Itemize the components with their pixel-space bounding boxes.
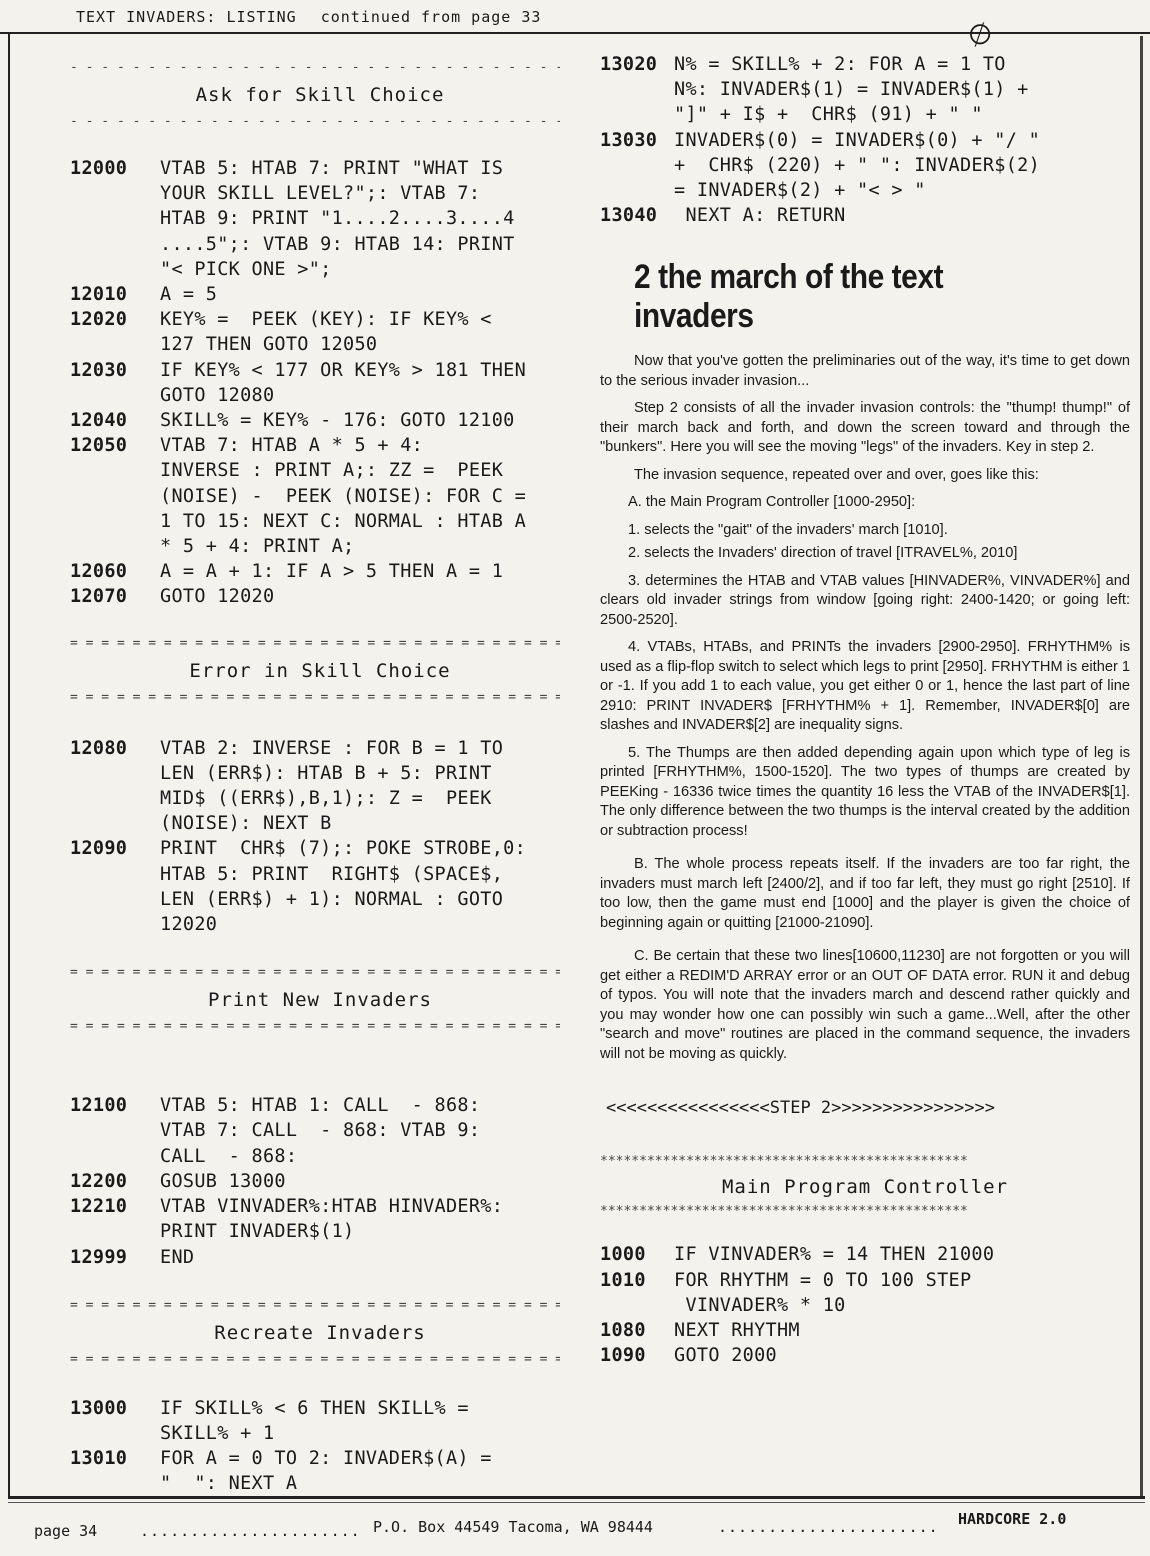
code-text: FOR RHYTHM = 0 TO 100 STEP VINVADER% * 10 [674, 1269, 972, 1316]
page-footer [30, 1510, 1090, 1540]
code-text: END [160, 1246, 195, 1268]
code-text: IF VINVADER% = 14 THEN 21000 [674, 1244, 995, 1266]
line-number: 13010 [70, 1448, 128, 1470]
paragraph: 5. The Thumps are then added depending again upon which type of leg is printed [FRHYTHM%, 1500-1520]. The two types of thumps are created by PEEKing - 16336 twice times the quantity 16 less the VTAB of the INVADER$[1]. The only difference between the two thumps is the interval created by the addition or subtraction process! [600, 744, 1130, 839]
code-text: INVADER$(0) = INVADER$(0) + "/ " + CHR$ (220) + " ": INVADER$(2) = INVADER$(2) + "< > " [674, 129, 1041, 202]
code-text: A = A + 1: IF A > 5 THEN A = 1 [160, 561, 504, 583]
paragraph: Now that you've gotten the preliminaries out of the way, it's time to get down to the serious invader invasion... [600, 353, 1130, 389]
line-number: 1080 [600, 1320, 646, 1342]
section-heading: Ask for Skill Choice [195, 84, 445, 106]
magazine-name: HARDCORE 2.0 [958, 1510, 1067, 1528]
footer-leader-dots: ...................... [718, 1518, 939, 1536]
paragraph: A. the Main Program Controller [1000-2950]: [628, 494, 916, 511]
left-frame-rule [8, 32, 10, 1497]
line-number: 12050 [70, 435, 128, 457]
paragraph: 4. VTABs, HTABs, and PRINTs the invaders [2900-2950]. FRHYTHM% is used as a flip-flop switch to select which legs to print [2950]. FRHYTHM is either 1 or -1. If you add 1 to each value, you get either 0 or 1, hence the last part of line 2910: PRINT INVADER$ [FRHYTHM% + 1]. Remember, INVADER$[0] are slashes and INVADER$[2] are inequality signs. [600, 639, 1130, 734]
code-line [70, 408, 570, 433]
separator [70, 690, 560, 706]
step-banner: <<<<<<<<<<<<<<<<STEP 2>>>>>>>>>>>>>>>> [606, 1098, 995, 1119]
code-text: VTAB 5: HTAB 1: CALL - 868: VTAB 7: CALL - 868: VTAB 9: CALL - 868: [160, 1095, 481, 1167]
code-text: NEXT A: RETURN [674, 205, 846, 227]
line-number: 12070 [70, 586, 128, 608]
line-number: 12020 [70, 309, 128, 331]
code-line [70, 1446, 570, 1496]
paragraph: 3. determines the HTAB and VTAB values [HINVADER%, VINVADER%] and clears old invader strings from window [going right: 2400-1420; or going left: 2500-2520]. [600, 572, 1130, 628]
code-line [70, 282, 570, 307]
separator [70, 965, 560, 981]
footer-rule [8, 1496, 1145, 1499]
code-line [70, 836, 570, 937]
code-text: VTAB 2: INVERSE : FOR B = 1 TO LEN (ERR$): HTAB B + 5: PRINT MID$ ((ERR$),B,1);: Z = PEEK (NOISE): NEXT B [160, 737, 504, 835]
line-number: 12999 [70, 1246, 128, 1268]
code-line [600, 1268, 1130, 1318]
footer-leader-dots: ...................... [140, 1522, 361, 1540]
separator [70, 636, 560, 652]
line-number: 12080 [70, 737, 128, 759]
separator [600, 1204, 1090, 1220]
section-heading: Recreate Invaders [214, 1321, 426, 1344]
code-line [70, 584, 570, 609]
section-heading: Main Program Controller [721, 1176, 1009, 1199]
code-text: PRINT CHR$ (7);: POKE STROBE,0: HTAB 5: PRINT RIGHT$ (SPACE$, LEN (ERR$) + 1): NORMAL : GOTO 12020 [160, 838, 527, 936]
code-text: KEY% = PEEK (KEY): IF KEY% < 127 THEN GOTO 12050 [160, 309, 492, 356]
code-text: VTAB 5: HTAB 7: PRINT "WHAT IS YOUR SKILL LEVEL?";: VTAB 7: HTAB 9: PRINT "1....2....3....4 ....5";: VTAB 9: HTAB 14: PRINT "< PICK ONE >"; [160, 158, 515, 280]
separator [70, 1352, 560, 1368]
line-number: 12100 [70, 1095, 128, 1117]
line-number: 12060 [70, 561, 128, 583]
continued-note: continued from page 33 [320, 8, 542, 26]
left-column [70, 60, 570, 1497]
separator [70, 60, 560, 76]
code-block [70, 1093, 570, 1269]
paragraph: 1. selects the "gait" of the invaders' march [1010]. [628, 521, 948, 538]
section-heading: Print New Invaders [208, 989, 432, 1012]
paragraph: Step 2 consists of all the invader invasion controls: the "thump! thump!" of their march back and forth, and down the screen toward and through the "bunkers". Here you will see the moving "legs" of the invaders. Key in step 2. [600, 400, 1130, 456]
code-text: VTAB VINVADER%:HTAB HINVADER%: PRINT INVADER$(1) [160, 1196, 504, 1243]
line-number: 12010 [70, 284, 128, 306]
code-text: N% = SKILL% + 2: FOR A = 1 TO N%: INVADER$(1) = INVADER$(1) + "]" + I$ + CHR$ (91) + " " [674, 54, 1029, 126]
line-number: 13020 [600, 54, 658, 75]
publisher-address: P.O. Box 44549 Tacoma, WA 98444 [373, 1518, 653, 1536]
code-line [70, 1169, 570, 1194]
line-number: 1090 [600, 1345, 646, 1367]
paragraph: The invasion sequence, repeated over and over, goes like this: [634, 466, 1039, 483]
right-frame-rule [1140, 36, 1143, 1496]
code-line [70, 358, 570, 408]
separator [70, 1298, 560, 1314]
paragraph: B. The whole process repeats itself. If the invaders are too far right, the invaders must march left [2400/2], and if too far left, they must go right [2510]. If too low, then the game must end [1000] and the player is given the choice of beginning again or quitting [21000-21090]. [600, 856, 1130, 931]
code-text: IF KEY% < 177 OR KEY% > 181 THEN GOTO 12080 [160, 359, 527, 406]
code-line [70, 307, 570, 357]
footer-rule-thin [8, 1502, 1145, 1503]
code-line [70, 156, 570, 282]
code-text: NEXT RHYTHM [674, 1320, 800, 1342]
code-line [70, 1245, 570, 1270]
separator [70, 114, 560, 130]
code-line [70, 1194, 570, 1244]
code-block [70, 156, 570, 610]
line-number: 13040 [600, 205, 658, 227]
paragraph: C. Be certain that these two lines[10600,11230] are not forgotten or you will get either a REDIM'D ARRAY error or an OUT OF DATA error. RUN it and debug of typos. You will note that the invaders march and descend rather quickly and you may wonder how one can possibly win such a game...Well, after the other "search and move" routines are placed in the command sequence, the invaders will not be moving as quickly. [600, 948, 1130, 1062]
separator [70, 1019, 560, 1035]
line-number: 12210 [70, 1196, 128, 1218]
line-number: 12000 [70, 158, 128, 179]
line-number: 12030 [70, 359, 128, 381]
code-line [70, 559, 570, 584]
code-block [600, 52, 1130, 228]
line-number: 1000 [600, 1244, 646, 1266]
code-text: A = 5 [160, 284, 218, 306]
code-text: GOSUB 13000 [160, 1170, 286, 1192]
code-line [600, 128, 1130, 204]
code-text: GOTO 12020 [160, 586, 275, 608]
code-line [600, 52, 1130, 128]
code-block [70, 736, 570, 938]
running-title: TEXT INVADERS: LISTING [76, 8, 297, 26]
code-line [70, 736, 570, 837]
code-block [70, 1396, 570, 1497]
code-text: VTAB 7: HTAB A * 5 + 4: INVERSE : PRINT A;: ZZ = PEEK (NOISE) - PEEK (NOISE): FOR C = 1 TO 15: NEXT C: NORMAL : HTAB A * 5 + 4: PRINT A; [160, 435, 527, 558]
code-line [600, 1343, 1130, 1368]
paragraph: 2. selects the Invaders' direction of travel [ITRAVEL%, 2010] [628, 545, 1018, 562]
code-line [70, 1093, 570, 1169]
code-text: IF SKILL% < 6 THEN SKILL% = SKILL% + 1 [160, 1397, 469, 1444]
code-line [600, 1242, 1130, 1267]
line-number: 12090 [70, 838, 128, 860]
code-line [70, 433, 570, 559]
code-block [600, 1242, 1130, 1368]
code-text: SKILL% = KEY% - 176: GOTO 12100 [160, 410, 515, 432]
code-text: GOTO 2000 [674, 1345, 777, 1367]
running-header [70, 8, 547, 26]
line-number: 12040 [70, 410, 128, 432]
section-heading: Error in Skill Choice [189, 659, 451, 682]
code-line [600, 203, 1130, 228]
article-body [600, 352, 1130, 1064]
code-text: FOR A = 0 TO 2: INVADER$(A) = " ": NEXT A [160, 1448, 492, 1495]
line-number: 12200 [70, 1170, 128, 1192]
line-number: 13000 [70, 1397, 128, 1419]
article-title: 2 the march of the text invaders [634, 258, 944, 336]
code-line [70, 1396, 570, 1446]
line-number: 13030 [600, 129, 658, 151]
line-number: 1010 [600, 1269, 646, 1291]
right-column [600, 52, 1130, 1368]
separator [600, 1154, 1090, 1170]
page-number: page 34 [34, 1522, 98, 1540]
code-line [600, 1318, 1130, 1343]
handwritten-mark: ∅ [963, 14, 998, 55]
